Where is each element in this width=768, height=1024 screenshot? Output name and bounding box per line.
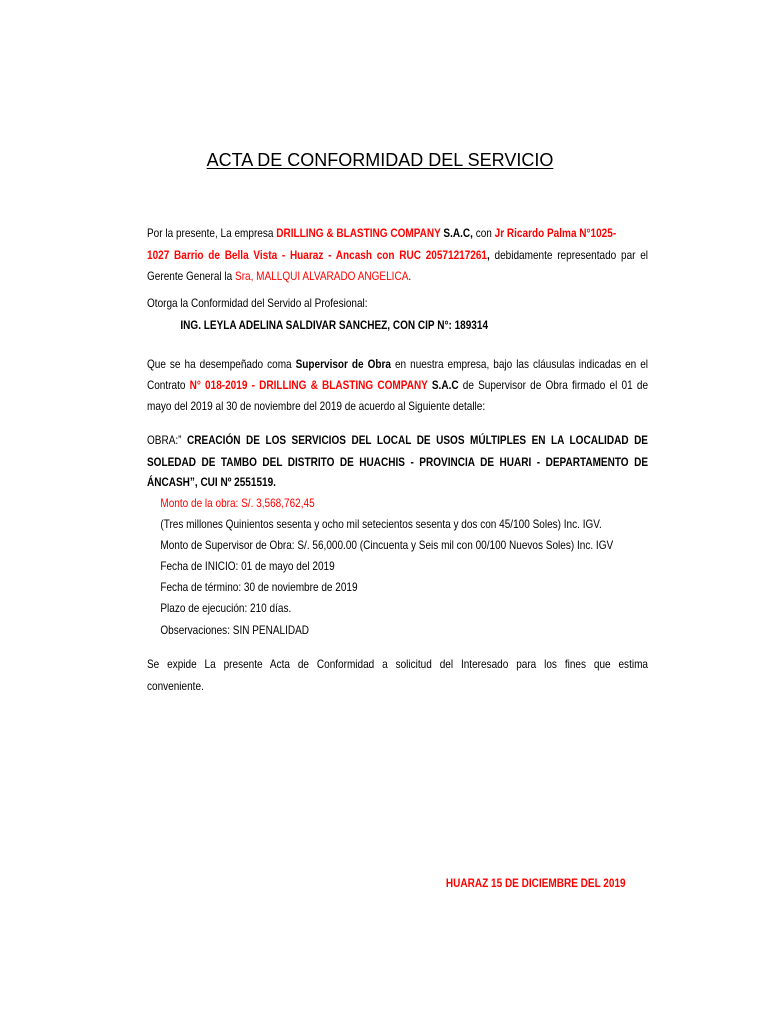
- detail-work-amount: Monto de la obra: S/. 3,568,762,45: [160, 496, 315, 510]
- closing-line-2: conveniente.: [147, 679, 204, 693]
- closing-line-1: Se expide La presente Acta de Conformidad a solicitud del Interesado para los fines que estima: [147, 657, 648, 671]
- work-line-3: ÁNCASH”, CUI Nº 2551519.: [147, 475, 276, 489]
- contract-company-type: S.A.C: [427, 378, 459, 392]
- service-line-2: [147, 378, 648, 392]
- service-line-1: [147, 357, 648, 371]
- company-type: S.A.C,: [440, 226, 473, 240]
- detail-end-date: Fecha de término: 30 de noviembre de 2019: [160, 580, 358, 594]
- detail-work-amount-words: (Tres millones Quinientos sesenta y ocho mil setecientos sesenta y dos con 45/100 Soles) Inc. IGV.: [160, 517, 602, 531]
- work-label: OBRA:”: [147, 433, 188, 447]
- professional-name: ING. LEYLA ADELINA SALDIVAR SANCHEZ, CON CIP N°: 189314: [180, 318, 489, 332]
- manager-lead-text: Gerente General la: [147, 269, 236, 283]
- intro-tail-text: debidamente representado par el: [489, 248, 649, 262]
- service-lead-text: Que se ha desempeñado coma: [147, 357, 296, 371]
- document-body: [147, 0, 648, 1024]
- work-line-2: SOLEDAD DE TAMBO DEL DISTRITO DE HUACHIS - PROVINCIA DE HUARI - DEPARTAMENTO DE: [147, 455, 648, 469]
- contract-lead-text: Contrato: [147, 378, 190, 392]
- intro-connector-text: con: [472, 226, 495, 240]
- intro-period: .: [408, 269, 412, 283]
- detail-execution-period: Plazo de ejecución: 210 días.: [160, 601, 292, 615]
- contract-tail-text: de Supervisor de Obra firmado el 01 de: [458, 378, 649, 392]
- company-address: Jr Ricardo Palma N°1025-: [494, 226, 617, 240]
- company-name: DRILLING & BLASTING COMPANY: [276, 226, 441, 240]
- work-line-1: [147, 433, 648, 447]
- detail-supervision-amount: Monto de Supervisor de Obra: S/. 56,000.00 (Cincuenta y Seis mil con 00/100 Nuevos Soles) Inc. IGV: [160, 538, 614, 552]
- address-comma: ,: [487, 248, 490, 262]
- intro-lead-text: Por la presente, La empresa: [147, 226, 277, 240]
- manager-name: Sra, MALLQUI ALVARADO ANGELICA: [235, 269, 409, 283]
- intro-line-1: [147, 226, 616, 240]
- document-title: ACTA DE CONFORMIDAD DEL SERVICIO: [206, 150, 554, 170]
- intro-line-3: [147, 269, 411, 283]
- detail-start-date: Fecha de INICIO: 01 de mayo del 2019: [160, 559, 335, 573]
- work-title-part-1: CREACIÓN DE LOS SERVICIOS DEL LOCAL DE USOS MÚLTIPLES EN LA LOCALIDAD DE: [187, 433, 648, 447]
- service-line-3: mayo del 2019 al 30 de noviembre del 2019 de acuerdo al Siguiente detalle:: [147, 399, 486, 413]
- service-tail-text: en nuestra empresa, bajo las cláusulas indicadas en el: [391, 357, 648, 371]
- company-address-continued: 1027 Barrio de Bella Vista - Huaraz - Ancash con RUC 20571217261: [147, 248, 488, 262]
- detail-observations: Observaciones: SIN PENALIDAD: [160, 623, 310, 637]
- conformity-statement: Otorga la Conformidad del Servido al Profesional:: [147, 296, 368, 310]
- document-date: HUARAZ 15 DE DICIEMBRE DEL 2019: [445, 876, 626, 890]
- service-role: Supervisor de Obra: [295, 357, 392, 371]
- intro-line-2: [147, 248, 648, 262]
- contract-number: N° 018-2019 - DRILLING & BLASTING COMPANY: [189, 378, 428, 392]
